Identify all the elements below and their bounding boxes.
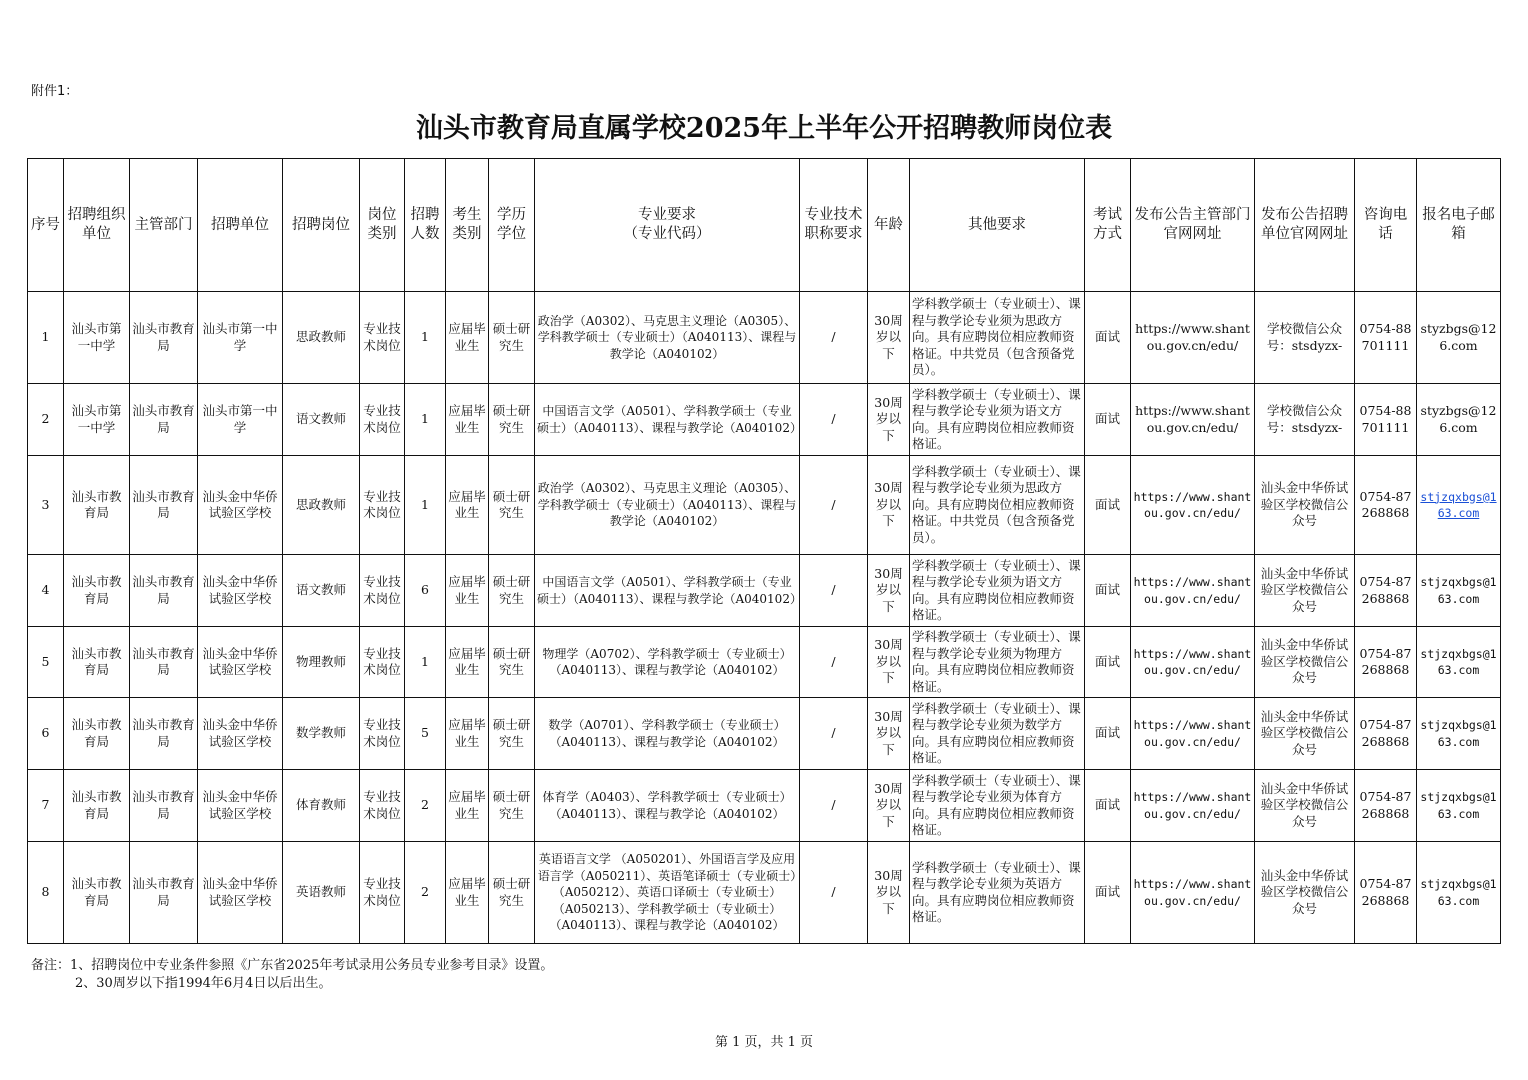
cell-other: 学科教学硕士（专业硕士）、课程与教学论专业须为思政方向。具有应聘岗位相应教师资格证。中共党员（包含预备党员）。 (910, 292, 1085, 384)
cell-other: 学科教学硕士（专业硕士）、课程与教学论专业须为物理方向。具有应聘岗位相应教师资格证。 (910, 627, 1085, 698)
cell-seq: 8 (28, 842, 64, 944)
cell-post: 物理教师 (283, 627, 360, 698)
table-row (28, 456, 1501, 555)
cell-candidate: 应届毕业生 (446, 770, 489, 842)
cell-seq: 5 (28, 627, 64, 698)
cell-seq: 6 (28, 698, 64, 770)
cell-phone: 0754-87268868 (1355, 555, 1417, 627)
table-row (28, 555, 1501, 627)
table-row (28, 698, 1501, 770)
cell-candidate: 应届毕业生 (446, 627, 489, 698)
cell-unit-site: 汕头金中华侨试验区学校微信公众号 (1255, 770, 1355, 842)
cell-count: 1 (405, 456, 446, 555)
table-row (28, 292, 1501, 384)
cell-unit: 汕头金中华侨试验区学校 (198, 627, 283, 698)
cell-degree: 硕士研究生 (489, 770, 535, 842)
cell-post-type: 专业技术岗位 (360, 384, 405, 456)
cell-exam: 面试 (1085, 292, 1131, 384)
cell-unit: 汕头金中华侨试验区学校 (198, 456, 283, 555)
header-post: 招聘岗位 (283, 159, 360, 292)
cell-exam: 面试 (1085, 770, 1131, 842)
cell-exam: 面试 (1085, 384, 1131, 456)
cell-org: 汕头市教育局 (64, 627, 130, 698)
cell-email (1417, 456, 1501, 555)
cell-dept: 汕头市教育局 (130, 555, 198, 627)
cell-candidate: 应届毕业生 (446, 698, 489, 770)
table-row (28, 842, 1501, 944)
cell-unit-site: 学校微信公众号：stsdyzx- (1255, 292, 1355, 384)
attachment-label: 附件1： (31, 84, 79, 99)
header-org: 招聘组织单位 (64, 159, 130, 292)
cell-title-req: / (800, 292, 868, 384)
cell-dept-site: https://www.shantou.gov.cn/edu/ (1131, 384, 1255, 456)
cell-candidate: 应届毕业生 (446, 555, 489, 627)
header-phone: 咨询电话 (1355, 159, 1417, 292)
cell-age: 30周岁以下 (868, 770, 910, 842)
cell-org: 汕头市教育局 (64, 555, 130, 627)
cell-count: 2 (405, 770, 446, 842)
cell-dept-site: https://www.shantou.gov.cn/edu/ (1131, 555, 1255, 627)
cell-dept: 汕头市教育局 (130, 698, 198, 770)
cell-unit: 汕头市第一中学 (198, 384, 283, 456)
cell-org: 汕头市第一中学 (64, 292, 130, 384)
cell-count: 1 (405, 627, 446, 698)
cell-candidate: 应届毕业生 (446, 384, 489, 456)
cell-candidate: 应届毕业生 (446, 292, 489, 384)
cell-org: 汕头市教育局 (64, 456, 130, 555)
cell-degree: 硕士研究生 (489, 292, 535, 384)
cell-exam: 面试 (1085, 842, 1131, 944)
cell-age: 30周岁以下 (868, 627, 910, 698)
cell-dept-site: https://www.shantou.gov.cn/edu/ (1131, 770, 1255, 842)
header-age: 年龄 (868, 159, 910, 292)
header-major-line2: （专业代码） (623, 226, 711, 242)
cell-org: 汕头市教育局 (64, 770, 130, 842)
notes (31, 957, 553, 993)
cell-dept: 汕头市教育局 (130, 292, 198, 384)
cell-post-type: 专业技术岗位 (360, 627, 405, 698)
cell-degree: 硕士研究生 (489, 627, 535, 698)
cell-email: stjzqxbgs@163.com (1417, 555, 1501, 627)
cell-age: 30周岁以下 (868, 456, 910, 555)
note-line-1: 备注：1、招聘岗位中专业条件参照《广东省2025年考试录用公务员专业参考目录》设置。 (31, 958, 554, 973)
header-major-line1: 专业要求 (638, 207, 696, 223)
cell-title-req: / (800, 770, 868, 842)
cell-phone: 0754-88701111 (1355, 292, 1417, 384)
cell-email: stjzqxbgs@163.com (1417, 698, 1501, 770)
header-dept-site: 发布公告主管部门官网网址 (1131, 159, 1255, 292)
cell-unit: 汕头金中华侨试验区学校 (198, 555, 283, 627)
cell-title-req: / (800, 456, 868, 555)
cell-major: 政治学（A0302）、马克思主义理论（A0305）、学科教学硕士（专业硕士）（A040113）、课程与教学论（A040102） (535, 456, 800, 555)
cell-unit-site: 学校微信公众号：stsdyzx- (1255, 384, 1355, 456)
cell-major: 英语语言文学 （A050201）、外国语言学及应用语言学（A050211）、英语笔译硕士（专业硕士）（A050212）、英语口译硕士（专业硕士）（A050213）、学科教学硕士（专业硕士）（A040113）、课程与教学论（A040102） (535, 842, 800, 944)
cell-dept-site: https://www.shantou.gov.cn/edu/ (1131, 627, 1255, 698)
cell-major: 政治学（A0302）、马克思主义理论（A0305）、学科教学硕士（专业硕士）（A040113）、课程与教学论（A040102） (535, 292, 800, 384)
cell-count: 6 (405, 555, 446, 627)
cell-count: 1 (405, 292, 446, 384)
cell-other: 学科教学硕士（专业硕士）、课程与教学论专业须为语文方向。具有应聘岗位相应教师资格证。 (910, 555, 1085, 627)
header-unit-site: 发布公告招聘单位官网网址 (1255, 159, 1355, 292)
cell-exam: 面试 (1085, 698, 1131, 770)
cell-dept: 汕头市教育局 (130, 627, 198, 698)
cell-unit: 汕头金中华侨试验区学校 (198, 842, 283, 944)
cell-seq: 4 (28, 555, 64, 627)
cell-unit-site: 汕头金中华侨试验区学校微信公众号 (1255, 555, 1355, 627)
cell-candidate: 应届毕业生 (446, 456, 489, 555)
cell-count: 2 (405, 842, 446, 944)
cell-count: 5 (405, 698, 446, 770)
cell-post: 英语教师 (283, 842, 360, 944)
header-post-type: 岗位类别 (360, 159, 405, 292)
cell-unit-site: 汕头金中华侨试验区学校微信公众号 (1255, 456, 1355, 555)
cell-dept: 汕头市教育局 (130, 842, 198, 944)
cell-unit-site: 汕头金中华侨试验区学校微信公众号 (1255, 698, 1355, 770)
cell-post: 思政教师 (283, 456, 360, 555)
email-link[interactable]: stjzqxbgs@163.com (1420, 489, 1497, 520)
note-line-2: 2、30周岁以下指1994年6月4日以后出生。 (75, 976, 332, 991)
cell-candidate: 应届毕业生 (446, 842, 489, 944)
cell-phone: 0754-87268868 (1355, 627, 1417, 698)
cell-major: 体育学（A0403）、学科教学硕士（专业硕士）（A040113）、课程与教学论（A040102） (535, 770, 800, 842)
recruitment-table (27, 158, 1501, 944)
header-title-req: 专业技术职称要求 (800, 159, 868, 292)
cell-email: stjzqxbgs@163.com (1417, 627, 1501, 698)
table-row (28, 770, 1501, 842)
cell-post: 语文教师 (283, 555, 360, 627)
header-count: 招聘人数 (405, 159, 446, 292)
header-row (28, 159, 1501, 292)
cell-title-req: / (800, 698, 868, 770)
cell-age: 30周岁以下 (868, 555, 910, 627)
cell-phone: 0754-87268868 (1355, 698, 1417, 770)
cell-dept: 汕头市教育局 (130, 384, 198, 456)
cell-post: 思政教师 (283, 292, 360, 384)
cell-unit-site: 汕头金中华侨试验区学校微信公众号 (1255, 842, 1355, 944)
header-major (535, 159, 800, 292)
cell-post: 语文教师 (283, 384, 360, 456)
page-footer: 第 1 页，共 1 页 (714, 1035, 814, 1050)
cell-unit: 汕头金中华侨试验区学校 (198, 698, 283, 770)
cell-major: 中国语言文学（A0501）、学科教学硕士（专业硕士）（A040113）、课程与教学论（A040102） (535, 384, 800, 456)
cell-email: stjzqxbgs@163.com (1417, 842, 1501, 944)
cell-other: 学科教学硕士（专业硕士）、课程与教学论专业须为体育方向。具有应聘岗位相应教师资格证。 (910, 770, 1085, 842)
cell-degree: 硕士研究生 (489, 555, 535, 627)
table-row (28, 627, 1501, 698)
cell-post: 体育教师 (283, 770, 360, 842)
cell-org: 汕头市第一中学 (64, 384, 130, 456)
header-degree: 学历学位 (489, 159, 535, 292)
cell-phone: 0754-87268868 (1355, 770, 1417, 842)
cell-major: 中国语言文学（A0501）、学科教学硕士（专业硕士）（A040113）、课程与教学论（A040102） (535, 555, 800, 627)
cell-post-type: 专业技术岗位 (360, 698, 405, 770)
cell-degree: 硕士研究生 (489, 842, 535, 944)
cell-degree: 硕士研究生 (489, 698, 535, 770)
cell-count: 1 (405, 384, 446, 456)
header-unit: 招聘单位 (198, 159, 283, 292)
cell-degree: 硕士研究生 (489, 384, 535, 456)
cell-dept: 汕头市教育局 (130, 770, 198, 842)
cell-dept-site: https://www.shantou.gov.cn/edu/ (1131, 698, 1255, 770)
cell-post: 数学教师 (283, 698, 360, 770)
cell-unit: 汕头市第一中学 (198, 292, 283, 384)
cell-other: 学科教学硕士（专业硕士）、课程与教学论专业须为语文方向。具有应聘岗位相应教师资格证。 (910, 384, 1085, 456)
cell-major: 数学（A0701）、学科教学硕士（专业硕士）（A040113）、课程与教学论（A040102） (535, 698, 800, 770)
cell-other: 学科教学硕士（专业硕士）、课程与教学论专业须为思政方向。具有应聘岗位相应教师资格证。中共党员（包含预备党员）。 (910, 456, 1085, 555)
header-dept: 主管部门 (130, 159, 198, 292)
header-email: 报名电子邮箱 (1417, 159, 1501, 292)
cell-email: styzbgs@126.com (1417, 292, 1501, 384)
cell-post-type: 专业技术岗位 (360, 770, 405, 842)
cell-unit-site: 汕头金中华侨试验区学校微信公众号 (1255, 627, 1355, 698)
cell-exam: 面试 (1085, 555, 1131, 627)
cell-phone: 0754-87268868 (1355, 842, 1417, 944)
cell-post-type: 专业技术岗位 (360, 456, 405, 555)
page-title: 汕头市教育局直属学校2025年上半年公开招聘教师岗位表 (415, 113, 1113, 144)
cell-org: 汕头市教育局 (64, 842, 130, 944)
header-other: 其他要求 (910, 159, 1085, 292)
cell-seq: 3 (28, 456, 64, 555)
cell-title-req: / (800, 384, 868, 456)
cell-seq: 1 (28, 292, 64, 384)
cell-dept: 汕头市教育局 (130, 456, 198, 555)
cell-major: 物理学（A0702）、学科教学硕士（专业硕士）（A040113）、课程与教学论（A040102） (535, 627, 800, 698)
cell-post-type: 专业技术岗位 (360, 292, 405, 384)
cell-dept-site: https://www.shantou.gov.cn/edu/ (1131, 842, 1255, 944)
cell-seq: 7 (28, 770, 64, 842)
cell-dept-site: https://www.shantou.gov.cn/edu/ (1131, 456, 1255, 555)
cell-unit: 汕头金中华侨试验区学校 (198, 770, 283, 842)
cell-age: 30周岁以下 (868, 384, 910, 456)
cell-post-type: 专业技术岗位 (360, 842, 405, 944)
cell-age: 30周岁以下 (868, 842, 910, 944)
table-row (28, 384, 1501, 456)
cell-post-type: 专业技术岗位 (360, 555, 405, 627)
cell-degree: 硕士研究生 (489, 456, 535, 555)
cell-title-req: / (800, 627, 868, 698)
cell-title-req: / (800, 842, 868, 944)
cell-phone: 0754-88701111 (1355, 384, 1417, 456)
cell-exam: 面试 (1085, 456, 1131, 555)
cell-other: 学科教学硕士（专业硕士）、课程与教学论专业须为数学方向。具有应聘岗位相应教师资格证。 (910, 698, 1085, 770)
cell-org: 汕头市教育局 (64, 698, 130, 770)
cell-seq: 2 (28, 384, 64, 456)
cell-title-req: / (800, 555, 868, 627)
cell-age: 30周岁以下 (868, 292, 910, 384)
cell-other: 学科教学硕士（专业硕士）、课程与教学论专业须为英语方向。具有应聘岗位相应教师资格证。 (910, 842, 1085, 944)
header-candidate: 考生类别 (446, 159, 489, 292)
header-seq: 序号 (28, 159, 64, 292)
cell-phone: 0754-87268868 (1355, 456, 1417, 555)
cell-exam: 面试 (1085, 627, 1131, 698)
cell-dept-site: https://www.shantou.gov.cn/edu/ (1131, 292, 1255, 384)
header-exam: 考试方式 (1085, 159, 1131, 292)
cell-email: styzbgs@126.com (1417, 384, 1501, 456)
cell-age: 30周岁以下 (868, 698, 910, 770)
cell-email: stjzqxbgs@163.com (1417, 770, 1501, 842)
